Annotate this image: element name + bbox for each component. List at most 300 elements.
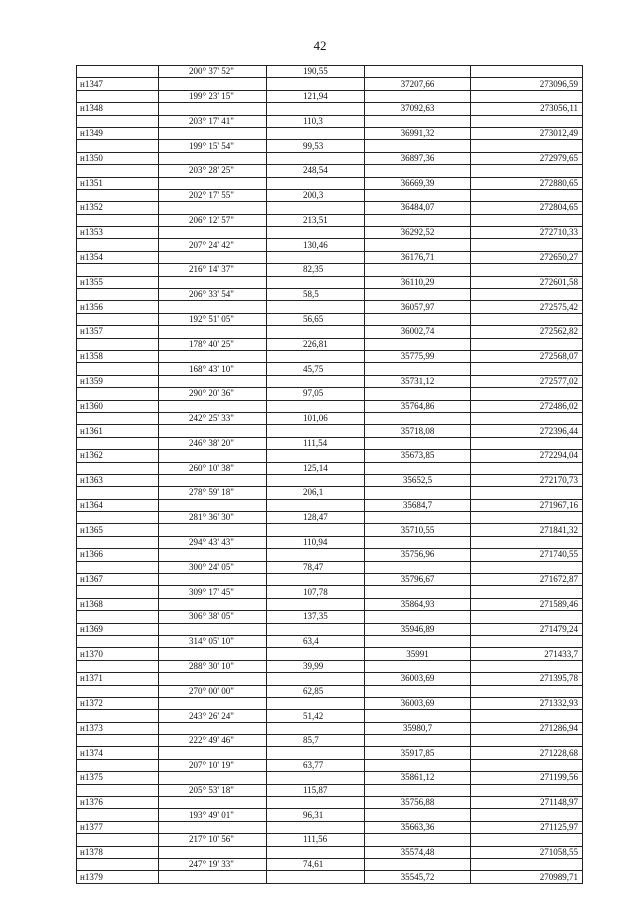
empty-cell	[365, 586, 471, 598]
point-row	[77, 375, 583, 387]
empty-cell	[365, 859, 471, 871]
bearing-angle: 243° 26' 24"	[159, 710, 267, 722]
point-id: н1376	[77, 797, 159, 809]
empty-cell	[77, 735, 159, 747]
point-row	[77, 747, 583, 759]
bearing-angle: 242° 25' 33"	[159, 412, 267, 424]
empty-cell	[471, 536, 583, 548]
segment-row	[77, 561, 583, 573]
empty-cell	[471, 388, 583, 400]
segment-distance: 110,3	[267, 115, 365, 127]
coord-y: 271125,97	[471, 821, 583, 833]
empty-cell	[267, 747, 365, 759]
empty-cell	[471, 512, 583, 524]
segment-distance: 200,3	[267, 189, 365, 201]
empty-cell	[267, 202, 365, 214]
empty-cell	[365, 784, 471, 796]
point-row	[77, 227, 583, 239]
empty-cell	[267, 450, 365, 462]
empty-cell	[365, 264, 471, 276]
segment-row	[77, 239, 583, 251]
empty-cell	[159, 326, 267, 338]
coord-x: 35764,86	[365, 400, 471, 412]
segment-distance: 125,14	[267, 462, 365, 474]
empty-cell	[159, 425, 267, 437]
empty-cell	[267, 722, 365, 734]
segment-distance: 85,7	[267, 735, 365, 747]
coord-y: 271148,97	[471, 797, 583, 809]
coord-x: 35652,5	[365, 474, 471, 486]
coord-y: 271589,46	[471, 598, 583, 610]
segment-row	[77, 586, 583, 598]
point-id: н1348	[77, 103, 159, 115]
empty-cell	[267, 846, 365, 858]
segment-row	[77, 313, 583, 325]
segment-distance: 97,05	[267, 388, 365, 400]
coord-x: 35864,93	[365, 598, 471, 610]
empty-cell	[77, 66, 159, 78]
empty-cell	[77, 462, 159, 474]
bearing-angle: 199° 23' 15"	[159, 90, 267, 102]
coord-y: 273056,11	[471, 103, 583, 115]
empty-cell	[471, 586, 583, 598]
segment-distance: 128,47	[267, 512, 365, 524]
point-row	[77, 871, 583, 883]
empty-cell	[159, 127, 267, 139]
bearing-angle: 202° 17' 55"	[159, 189, 267, 201]
segment-row	[77, 759, 583, 771]
point-id: н1357	[77, 326, 159, 338]
coord-y: 272575,42	[471, 301, 583, 313]
coord-y: 272979,65	[471, 152, 583, 164]
empty-cell	[159, 227, 267, 239]
empty-cell	[159, 400, 267, 412]
empty-cell	[471, 759, 583, 771]
empty-cell	[77, 289, 159, 301]
empty-cell	[77, 487, 159, 499]
point-id: н1360	[77, 400, 159, 412]
segment-distance: 78,47	[267, 561, 365, 573]
coord-y: 271479,24	[471, 623, 583, 635]
empty-cell	[159, 350, 267, 362]
empty-cell	[471, 784, 583, 796]
segment-row	[77, 735, 583, 747]
point-row	[77, 301, 583, 313]
empty-cell	[267, 871, 365, 883]
point-id: н1364	[77, 499, 159, 511]
coord-x: 37207,66	[365, 78, 471, 90]
empty-cell	[267, 251, 365, 263]
bearing-angle: 246° 38' 20"	[159, 437, 267, 449]
empty-cell	[365, 140, 471, 152]
empty-cell	[471, 140, 583, 152]
coord-y: 272396,44	[471, 425, 583, 437]
empty-cell	[365, 412, 471, 424]
segment-distance: 111,54	[267, 437, 365, 449]
empty-cell	[365, 759, 471, 771]
bearing-angle: 300° 24' 05"	[159, 561, 267, 573]
empty-cell	[471, 214, 583, 226]
coord-y: 272601,58	[471, 276, 583, 288]
coord-y: 273096,59	[471, 78, 583, 90]
bearing-angle: 260° 10' 38"	[159, 462, 267, 474]
bearing-angle: 290° 20' 36"	[159, 388, 267, 400]
page-number: 42	[313, 38, 327, 53]
segment-row	[77, 214, 583, 226]
empty-cell	[365, 660, 471, 672]
empty-cell	[365, 635, 471, 647]
segment-distance: 226,81	[267, 338, 365, 350]
empty-cell	[267, 152, 365, 164]
bearing-angle: 192° 51' 05"	[159, 313, 267, 325]
bearing-angle: 247° 19' 33"	[159, 859, 267, 871]
empty-cell	[267, 425, 365, 437]
empty-cell	[471, 115, 583, 127]
point-row	[77, 177, 583, 189]
empty-cell	[267, 524, 365, 536]
empty-cell	[159, 722, 267, 734]
point-row	[77, 276, 583, 288]
empty-cell	[471, 685, 583, 697]
coord-y: 272170,73	[471, 474, 583, 486]
empty-cell	[77, 363, 159, 375]
empty-cell	[77, 685, 159, 697]
point-id: н1352	[77, 202, 159, 214]
empty-cell	[159, 623, 267, 635]
empty-cell	[471, 289, 583, 301]
coord-x: 35775,99	[365, 350, 471, 362]
coord-y: 271740,55	[471, 549, 583, 561]
point-row	[77, 574, 583, 586]
segment-row	[77, 660, 583, 672]
empty-cell	[159, 301, 267, 313]
empty-cell	[77, 586, 159, 598]
empty-cell	[267, 326, 365, 338]
segment-distance: 115,87	[267, 784, 365, 796]
bearing-angle: 207° 10' 19"	[159, 759, 267, 771]
bearing-angle: 309° 17' 45"	[159, 586, 267, 598]
segment-row	[77, 462, 583, 474]
segment-row	[77, 611, 583, 623]
empty-cell	[77, 809, 159, 821]
point-row	[77, 846, 583, 858]
empty-cell	[77, 536, 159, 548]
empty-cell	[267, 400, 365, 412]
point-id: н1370	[77, 648, 159, 660]
coord-x: 35946,89	[365, 623, 471, 635]
point-id: н1365	[77, 524, 159, 536]
empty-cell	[471, 363, 583, 375]
bearing-angle: 207° 24' 42"	[159, 239, 267, 251]
empty-cell	[365, 90, 471, 102]
segment-row	[77, 189, 583, 201]
coord-x: 35756,96	[365, 549, 471, 561]
point-row	[77, 326, 583, 338]
empty-cell	[159, 549, 267, 561]
coord-y: 272294,04	[471, 450, 583, 462]
empty-cell	[267, 673, 365, 685]
empty-cell	[267, 797, 365, 809]
segment-row	[77, 66, 583, 78]
bearing-angle: 306° 38' 05"	[159, 611, 267, 623]
segment-distance: 58,5	[267, 289, 365, 301]
segment-row	[77, 289, 583, 301]
empty-cell	[77, 611, 159, 623]
empty-cell	[267, 772, 365, 784]
segment-distance: 63,4	[267, 635, 365, 647]
segment-row	[77, 90, 583, 102]
coord-x: 35673,85	[365, 450, 471, 462]
coord-x: 37092,63	[365, 103, 471, 115]
point-row	[77, 722, 583, 734]
empty-cell	[365, 462, 471, 474]
empty-cell	[77, 388, 159, 400]
coord-y: 270989,71	[471, 871, 583, 883]
coord-y: 271967,16	[471, 499, 583, 511]
coord-x: 35756,88	[365, 797, 471, 809]
segment-row	[77, 809, 583, 821]
point-id: н1347	[77, 78, 159, 90]
empty-cell	[159, 499, 267, 511]
empty-cell	[267, 177, 365, 189]
segment-row	[77, 338, 583, 350]
empty-cell	[159, 747, 267, 759]
coord-x: 36176,71	[365, 251, 471, 263]
empty-cell	[365, 710, 471, 722]
segment-row	[77, 635, 583, 647]
bearing-angle: 314° 05' 10"	[159, 635, 267, 647]
empty-cell	[471, 90, 583, 102]
segment-distance: 62,85	[267, 685, 365, 697]
coord-x: 36003,69	[365, 673, 471, 685]
empty-cell	[267, 78, 365, 90]
segment-row	[77, 536, 583, 548]
empty-cell	[77, 189, 159, 201]
coord-y: 272710,33	[471, 227, 583, 239]
coord-y: 272577,02	[471, 375, 583, 387]
empty-cell	[471, 165, 583, 177]
empty-cell	[267, 598, 365, 610]
segment-row	[77, 437, 583, 449]
point-id: н1354	[77, 251, 159, 263]
empty-cell	[77, 214, 159, 226]
segment-row	[77, 512, 583, 524]
coord-x: 35917,85	[365, 747, 471, 759]
empty-cell	[267, 276, 365, 288]
coord-x: 35663,36	[365, 821, 471, 833]
empty-cell	[159, 524, 267, 536]
point-row	[77, 251, 583, 263]
empty-cell	[365, 363, 471, 375]
segment-distance: 99,53	[267, 140, 365, 152]
point-id: н1350	[77, 152, 159, 164]
coord-y: 271395,78	[471, 673, 583, 685]
empty-cell	[471, 561, 583, 573]
point-id: н1367	[77, 574, 159, 586]
coord-x: 36057,97	[365, 301, 471, 313]
segment-distance: 96,31	[267, 809, 365, 821]
empty-cell	[365, 388, 471, 400]
segment-distance: 190,55	[267, 66, 365, 78]
empty-cell	[159, 846, 267, 858]
empty-cell	[267, 103, 365, 115]
point-id: н1373	[77, 722, 159, 734]
coord-x: 35861,12	[365, 772, 471, 784]
segment-row	[77, 710, 583, 722]
empty-cell	[159, 177, 267, 189]
empty-cell	[77, 412, 159, 424]
bearing-angle: 193° 49' 01"	[159, 809, 267, 821]
point-row	[77, 673, 583, 685]
empty-cell	[365, 611, 471, 623]
empty-cell	[77, 635, 159, 647]
coord-y: 271199,56	[471, 772, 583, 784]
empty-cell	[365, 313, 471, 325]
empty-cell	[267, 499, 365, 511]
segment-row	[77, 140, 583, 152]
segment-distance: 74,61	[267, 859, 365, 871]
coord-x: 35796,67	[365, 574, 471, 586]
coord-y: 273012,49	[471, 127, 583, 139]
bearing-angle: 205° 53' 18"	[159, 784, 267, 796]
segment-row	[77, 685, 583, 697]
point-row	[77, 499, 583, 511]
empty-cell	[365, 289, 471, 301]
segment-row	[77, 388, 583, 400]
bearing-angle: 199° 15' 54"	[159, 140, 267, 152]
segment-distance: 121,94	[267, 90, 365, 102]
point-id: н1369	[77, 623, 159, 635]
point-row	[77, 549, 583, 561]
segment-distance: 82,35	[267, 264, 365, 276]
point-row	[77, 425, 583, 437]
point-id: н1349	[77, 127, 159, 139]
coord-x: 35545,72	[365, 871, 471, 883]
segment-row	[77, 412, 583, 424]
empty-cell	[159, 821, 267, 833]
empty-cell	[77, 239, 159, 251]
point-row	[77, 697, 583, 709]
coord-x: 35980,7	[365, 722, 471, 734]
empty-cell	[159, 648, 267, 660]
empty-cell	[77, 264, 159, 276]
point-id: н1371	[77, 673, 159, 685]
bearing-angle: 203° 17' 41"	[159, 115, 267, 127]
bearing-angle: 216° 14' 37"	[159, 264, 267, 276]
empty-cell	[365, 239, 471, 251]
bearing-angle: 206° 33' 54"	[159, 289, 267, 301]
empty-cell	[471, 859, 583, 871]
bearing-angle: 222° 49' 46"	[159, 735, 267, 747]
empty-cell	[159, 202, 267, 214]
point-row	[77, 152, 583, 164]
empty-cell	[365, 115, 471, 127]
segment-distance: 248,54	[267, 165, 365, 177]
empty-cell	[267, 623, 365, 635]
empty-cell	[471, 611, 583, 623]
empty-cell	[267, 821, 365, 833]
point-id: н1355	[77, 276, 159, 288]
empty-cell	[159, 251, 267, 263]
empty-cell	[471, 189, 583, 201]
segment-distance: 39,99	[267, 660, 365, 672]
coord-x: 35731,12	[365, 375, 471, 387]
empty-cell	[77, 313, 159, 325]
empty-cell	[365, 338, 471, 350]
coord-y: 272650,27	[471, 251, 583, 263]
segment-row	[77, 487, 583, 499]
empty-cell	[77, 660, 159, 672]
empty-cell	[159, 78, 267, 90]
empty-cell	[365, 809, 471, 821]
empty-cell	[159, 375, 267, 387]
empty-cell	[267, 375, 365, 387]
bearing-angle: 203° 28' 25"	[159, 165, 267, 177]
point-id: н1378	[77, 846, 159, 858]
coord-x: 36292,52	[365, 227, 471, 239]
segment-row	[77, 784, 583, 796]
empty-cell	[77, 437, 159, 449]
segment-distance: 137,35	[267, 611, 365, 623]
segment-distance: 63,77	[267, 759, 365, 771]
empty-cell	[471, 264, 583, 276]
point-id: н1375	[77, 772, 159, 784]
empty-cell	[471, 809, 583, 821]
segment-distance: 56,65	[267, 313, 365, 325]
segment-row	[77, 363, 583, 375]
empty-cell	[471, 239, 583, 251]
empty-cell	[159, 871, 267, 883]
point-row	[77, 400, 583, 412]
point-id: н1366	[77, 549, 159, 561]
coord-y: 271332,93	[471, 697, 583, 709]
point-id: н1362	[77, 450, 159, 462]
coord-x: 36991,32	[365, 127, 471, 139]
segment-row	[77, 115, 583, 127]
empty-cell	[77, 561, 159, 573]
empty-cell	[267, 549, 365, 561]
bearing-angle: 270° 00' 00"	[159, 685, 267, 697]
point-row	[77, 350, 583, 362]
point-row	[77, 772, 583, 784]
bearing-angle: 294° 43' 43"	[159, 536, 267, 548]
coord-x: 35684,7	[365, 499, 471, 511]
empty-cell	[365, 189, 471, 201]
coord-y: 271058,55	[471, 846, 583, 858]
point-id: н1353	[77, 227, 159, 239]
point-id: н1379	[77, 871, 159, 883]
coord-y: 271841,32	[471, 524, 583, 536]
point-row	[77, 598, 583, 610]
empty-cell	[267, 697, 365, 709]
empty-cell	[159, 474, 267, 486]
empty-cell	[159, 103, 267, 115]
point-row	[77, 623, 583, 635]
segment-distance: 111,56	[267, 834, 365, 846]
point-row	[77, 797, 583, 809]
bearing-angle: 168° 43' 10"	[159, 363, 267, 375]
segment-distance: 110,94	[267, 536, 365, 548]
segment-distance: 213,51	[267, 214, 365, 226]
point-row	[77, 127, 583, 139]
empty-cell	[159, 772, 267, 784]
point-id: н1372	[77, 697, 159, 709]
empty-cell	[77, 834, 159, 846]
segment-row	[77, 859, 583, 871]
point-id: н1361	[77, 425, 159, 437]
coordinates-table	[76, 65, 583, 884]
empty-cell	[159, 673, 267, 685]
